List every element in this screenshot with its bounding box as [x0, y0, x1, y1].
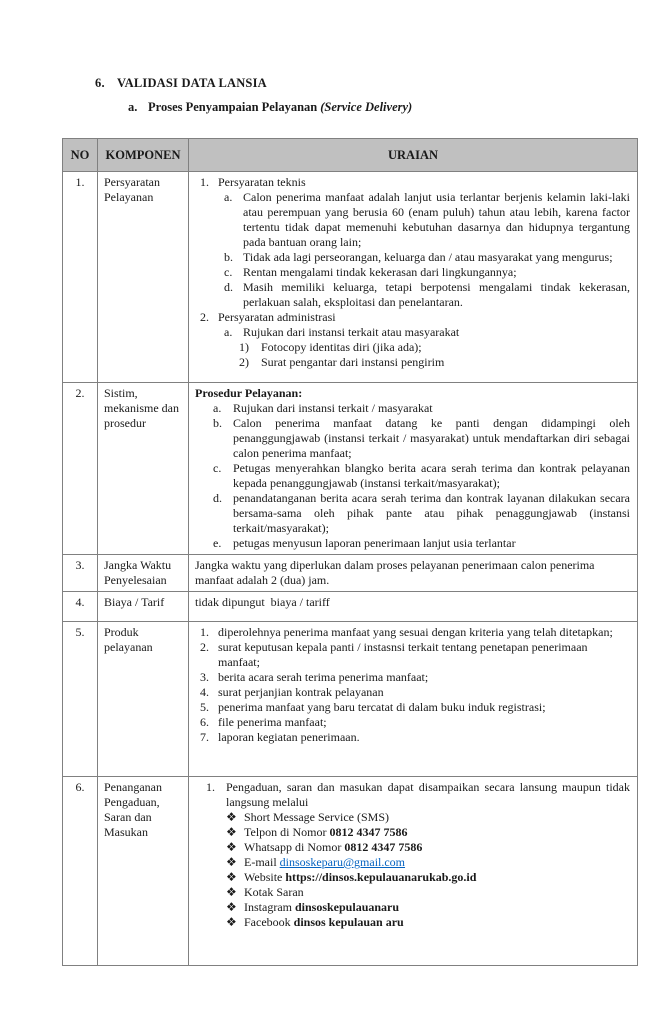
text-segment: Calon penerima manfaat datang ke panti dengan didampingi oleh penanggungjawab (instansi terkait / masyarakat) untuk mendaftarkan diri sebagai calon penerima manfaat;: [233, 416, 630, 460]
row-komponen: Produk pelayanan: [98, 622, 189, 777]
column-header-komponen: KOMPONEN: [98, 139, 189, 172]
bullet-diamond-icon: ❖: [226, 885, 237, 899]
list-marker: 2.: [200, 310, 209, 324]
table-row: [63, 777, 638, 966]
text-segment: diperolehnya penerima manfaat yang sesuai dengan kriteria yang telah ditetapkan;: [218, 625, 613, 639]
subsection-title: Proses Penyampaian Pelayanan: [148, 100, 318, 114]
table-head: [63, 139, 638, 172]
row-number: 3.: [63, 555, 98, 592]
text-segment: Rentan mengalami tindak kekerasan dari lingkungannya;: [243, 265, 517, 279]
uraian-line: [195, 715, 630, 730]
list-marker: 3.: [200, 670, 209, 684]
text-segment: penandatanganan berita acara serah terima dan kontrak layanan dilakukan secara bersama-sama oleh pihak pante atau pihak penaggungjawab (instansi terkait/masyarakat);: [233, 491, 630, 535]
text-segment: berita acara serah terima penerima manfaat;: [218, 670, 429, 684]
text-segment: tidak dipungut biaya / tariff: [195, 595, 330, 609]
table-row: [63, 383, 638, 555]
row-number: 5.: [63, 622, 98, 777]
service-table: [62, 138, 638, 966]
uraian-line: [195, 700, 630, 715]
uraian-line: [195, 401, 630, 416]
text-segment: Prosedur Pelayanan:: [195, 386, 303, 400]
row-uraian: [189, 172, 638, 383]
row-komponen: Biaya / Tarif: [98, 592, 189, 622]
uraian-line: [195, 340, 630, 355]
text-segment: Website: [244, 870, 286, 884]
list-marker: e.: [213, 536, 222, 550]
text-segment: Telpon di Nomor: [244, 825, 330, 839]
row-number: 6.: [63, 777, 98, 966]
row-number: 4.: [63, 592, 98, 622]
list-marker: a.: [213, 401, 222, 415]
row-uraian: [189, 622, 638, 777]
uraian-line: [195, 491, 630, 536]
row-number: 2.: [63, 383, 98, 555]
section-heading: [95, 76, 267, 91]
uraian-line: [195, 250, 630, 265]
text-segment: Pengaduan, saran dan masukan dapat disampaikan secara lansung maupun tidak langsung melalui: [226, 780, 630, 809]
row-komponen: Sistim, mekanisme dan prosedur: [98, 383, 189, 555]
list-marker: 4.: [200, 685, 209, 699]
column-header-no: NO: [63, 139, 98, 172]
uraian-line: [195, 825, 630, 840]
text-segment: file penerima manfaat;: [218, 715, 327, 729]
subsection-heading: [128, 100, 412, 115]
text-segment: Short Message Service (SMS): [244, 810, 389, 824]
list-marker: a.: [224, 190, 233, 204]
section-title: VALIDASI DATA LANSIA: [117, 76, 267, 90]
uraian-line: [195, 885, 630, 900]
text-segment: dinsos kepulauan aru: [293, 915, 404, 929]
uraian-line: [195, 870, 630, 885]
uraian-line: [195, 536, 630, 551]
uraian-line: [195, 640, 630, 670]
column-header-uraian: URAIAN: [189, 139, 638, 172]
uraian-line: [195, 265, 630, 280]
text-segment: Kotak Saran: [244, 885, 304, 899]
text-segment: Petugas menyerahkan blangko berita acara serah terima dan kontrak pelayanan kepada penanggungjawab (instansi terkait/masyarakat);: [233, 461, 630, 490]
text-segment: petugas menyusun laporan penerimaan lanjut usia terlantar: [233, 536, 516, 550]
text-segment: Rujukan dari instansi terkait atau masyarakat: [243, 325, 460, 339]
table-body: [63, 172, 638, 966]
table-row: [63, 172, 638, 383]
bullet-diamond-icon: ❖: [226, 870, 237, 884]
uraian-line: [195, 915, 630, 930]
uraian-line: [195, 355, 630, 370]
row-komponen: Persyaratan Pelayanan: [98, 172, 189, 383]
text-segment: laporan kegiatan penerimaan.: [218, 730, 360, 744]
text-segment: Whatsapp di Nomor: [244, 840, 345, 854]
row-number: 1.: [63, 172, 98, 383]
list-marker: 6.: [200, 715, 209, 729]
uraian-line: [195, 175, 630, 190]
list-marker: d.: [224, 280, 233, 294]
text-segment: Facebook: [244, 915, 294, 929]
list-marker: 1.: [200, 175, 209, 189]
list-marker: c.: [224, 265, 233, 279]
uraian-line: [195, 310, 630, 325]
uraian-line: [195, 558, 630, 588]
table-row: [63, 592, 638, 622]
text-segment: Persyaratan administrasi: [218, 310, 336, 324]
text-segment: 0812 4347 7586: [329, 825, 408, 839]
uraian-line: [195, 595, 630, 610]
text-segment: E-mail: [244, 855, 280, 869]
row-komponen: Penanganan Pengaduan, Saran dan Masukan: [98, 777, 189, 966]
uraian-line: [195, 386, 630, 401]
uraian-line: [195, 190, 630, 250]
uraian-line: [195, 461, 630, 491]
text-segment: Tidak ada lagi perseorangan, keluarga dan / atau masyarakat yang mengurus;: [243, 250, 613, 264]
text-segment: Masih memiliki keluarga, tetapi berpotensi mengalami tindak kekerasan, perlakuan salah, eksploitasi dan penelantaran.: [243, 280, 630, 309]
text-segment: Instagram: [244, 900, 295, 914]
row-uraian: [189, 592, 638, 622]
subsection-title-italic: (Service Delivery): [320, 100, 413, 114]
text-segment: Jangka waktu yang diperlukan dalam proses pelayanan penerimaan calon penerima manfaat adalah 2 (dua) jam.: [195, 558, 598, 587]
uraian-line: [195, 840, 630, 855]
section-number: 6.: [95, 76, 105, 90]
text-segment: 0812 4347 7586: [344, 840, 423, 854]
text-segment: surat keputusan kepala panti / instasnsi terkait tentang penetapan penerimaan manfaat;: [218, 640, 588, 669]
list-marker: 5.: [200, 700, 209, 714]
uraian-line: [195, 730, 630, 745]
list-marker: 1): [239, 340, 249, 354]
text-segment: Persyaratan teknis: [218, 175, 306, 189]
list-marker: b.: [224, 250, 233, 264]
email-link[interactable]: dinsoskeparu@gmail.com: [279, 855, 406, 869]
text-segment: Surat pengantar dari instansi pengirim: [261, 355, 445, 369]
uraian-line: [195, 685, 630, 700]
text-segment: Fotocopy identitas diri (jika ada);: [261, 340, 422, 354]
list-marker: 2.: [200, 640, 209, 654]
text-segment: penerima manfaat yang baru tercatat di dalam buku induk registrasi;: [218, 700, 546, 714]
uraian-line: [195, 810, 630, 825]
row-uraian: [189, 555, 638, 592]
list-marker: d.: [213, 491, 222, 505]
bullet-diamond-icon: ❖: [226, 840, 237, 854]
uraian-line: [195, 855, 630, 870]
row-komponen: Jangka Waktu Penyelesaian: [98, 555, 189, 592]
uraian-line: [195, 325, 630, 340]
list-marker: b.: [213, 416, 222, 430]
text-segment: https://dinsos.kepulauanarukab.go.id: [285, 870, 477, 884]
text-segment: dinsoskepulauanaru: [294, 900, 400, 914]
text-segment: Calon penerima manfaat adalah lanjut usia terlantar berjenis kelamin laki-laki atau perempuan yang berusia 60 (enam puluh) tahun atau lebih, karena factor tertentu tidak dapat memenuhi kebutuhan dasarnya dan hidupnya tergantung pada bantuan orang lain;: [243, 190, 630, 249]
table-header-row: [63, 139, 638, 172]
bullet-diamond-icon: ❖: [226, 825, 237, 839]
uraian-line: [195, 625, 630, 640]
uraian-line: [195, 900, 630, 915]
bullet-diamond-icon: ❖: [226, 855, 237, 869]
table-row: [63, 555, 638, 592]
uraian-line: [195, 280, 630, 310]
uraian-line: [195, 416, 630, 461]
list-marker: c.: [213, 461, 222, 475]
list-marker: 2): [239, 355, 249, 369]
table-row: [63, 622, 638, 777]
row-uraian: [189, 383, 638, 555]
text-segment: Rujukan dari instansi terkait / masyarakat: [233, 401, 433, 415]
text-segment: surat perjanjian kontrak pelayanan: [218, 685, 384, 699]
bullet-diamond-icon: ❖: [226, 915, 237, 929]
row-uraian: [189, 777, 638, 966]
list-marker: 1.: [206, 780, 215, 794]
list-marker: 1.: [200, 625, 209, 639]
uraian-line: [195, 670, 630, 685]
list-marker: 7.: [200, 730, 209, 744]
bullet-diamond-icon: ❖: [226, 900, 237, 914]
bullet-diamond-icon: ❖: [226, 810, 237, 824]
uraian-line: [195, 780, 630, 810]
subsection-letter: a.: [128, 100, 138, 114]
list-marker: a.: [224, 325, 233, 339]
